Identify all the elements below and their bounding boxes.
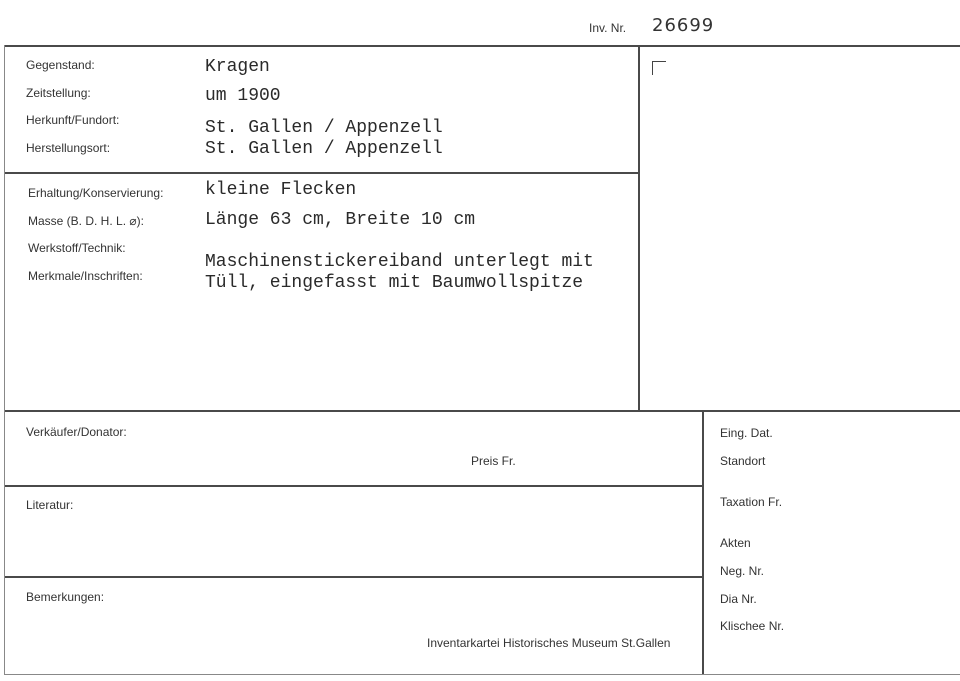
object-section-rule — [4, 172, 639, 174]
zeitstellung-label: Zeitstellung: — [26, 86, 91, 100]
erhaltung-value: kleine Flecken — [205, 180, 357, 200]
werkstoff-label: Werkstoff/Technik: — [28, 241, 126, 255]
lower-section-rule — [4, 410, 960, 412]
taxation-label: Taxation Fr. — [720, 495, 783, 509]
preis-label: Preis Fr. — [471, 454, 516, 468]
masse-value: Länge 63 cm, Breite 10 cm — [205, 210, 476, 230]
zeitstellung-value: um 1900 — [205, 86, 281, 106]
card-footer: Inventarkartei Historisches Museum St.Gallen — [427, 636, 671, 650]
akten-label: Akten — [720, 536, 751, 550]
herstellungsort-value: St. Gallen / Appenzell — [205, 139, 443, 159]
neg-nr-label: Neg. Nr. — [720, 564, 765, 578]
dia-nr-label: Dia Nr. — [720, 592, 757, 606]
bottom-edge — [4, 674, 960, 675]
erhaltung-label: Erhaltung/Konservierung: — [28, 186, 164, 200]
photo-corner-mark — [652, 61, 666, 75]
image-area-divider — [638, 45, 640, 411]
inv-nr-value: 26699 — [652, 15, 715, 36]
gegenstand-value: Kragen — [205, 57, 270, 77]
herkunft-value: St. Gallen / Appenzell — [205, 118, 443, 138]
left-edge — [4, 45, 5, 675]
bemerkungen-label: Bemerkungen: — [26, 590, 105, 604]
merkmale-label: Merkmale/Inschriften: — [28, 269, 143, 283]
herkunft-label: Herkunft/Fundort: — [26, 113, 120, 127]
masse-label: Masse (B. D. H. L. ⌀): — [28, 214, 144, 228]
sidebar-divider — [702, 411, 704, 675]
top-rule — [4, 45, 960, 47]
verkaeufer-rule — [4, 485, 703, 487]
werkstoff-value-line2: Tüll, eingefasst mit Baumwollspitze — [205, 273, 584, 293]
verkaeufer-label: Verkäufer/Donator: — [26, 425, 127, 439]
gegenstand-label: Gegenstand: — [26, 58, 95, 72]
standort-label: Standort — [720, 454, 766, 468]
inv-nr-label: Inv. Nr. — [589, 21, 627, 35]
klischee-nr-label: Klischee Nr. — [720, 619, 785, 633]
eing-dat-label: Eing. Dat. — [720, 426, 773, 440]
literatur-label: Literatur: — [26, 498, 74, 512]
werkstoff-value-line1: Maschinenstickereiband unterlegt mit — [205, 252, 594, 272]
literatur-rule — [4, 576, 703, 578]
herstellungsort-label: Herstellungsort: — [26, 141, 111, 155]
